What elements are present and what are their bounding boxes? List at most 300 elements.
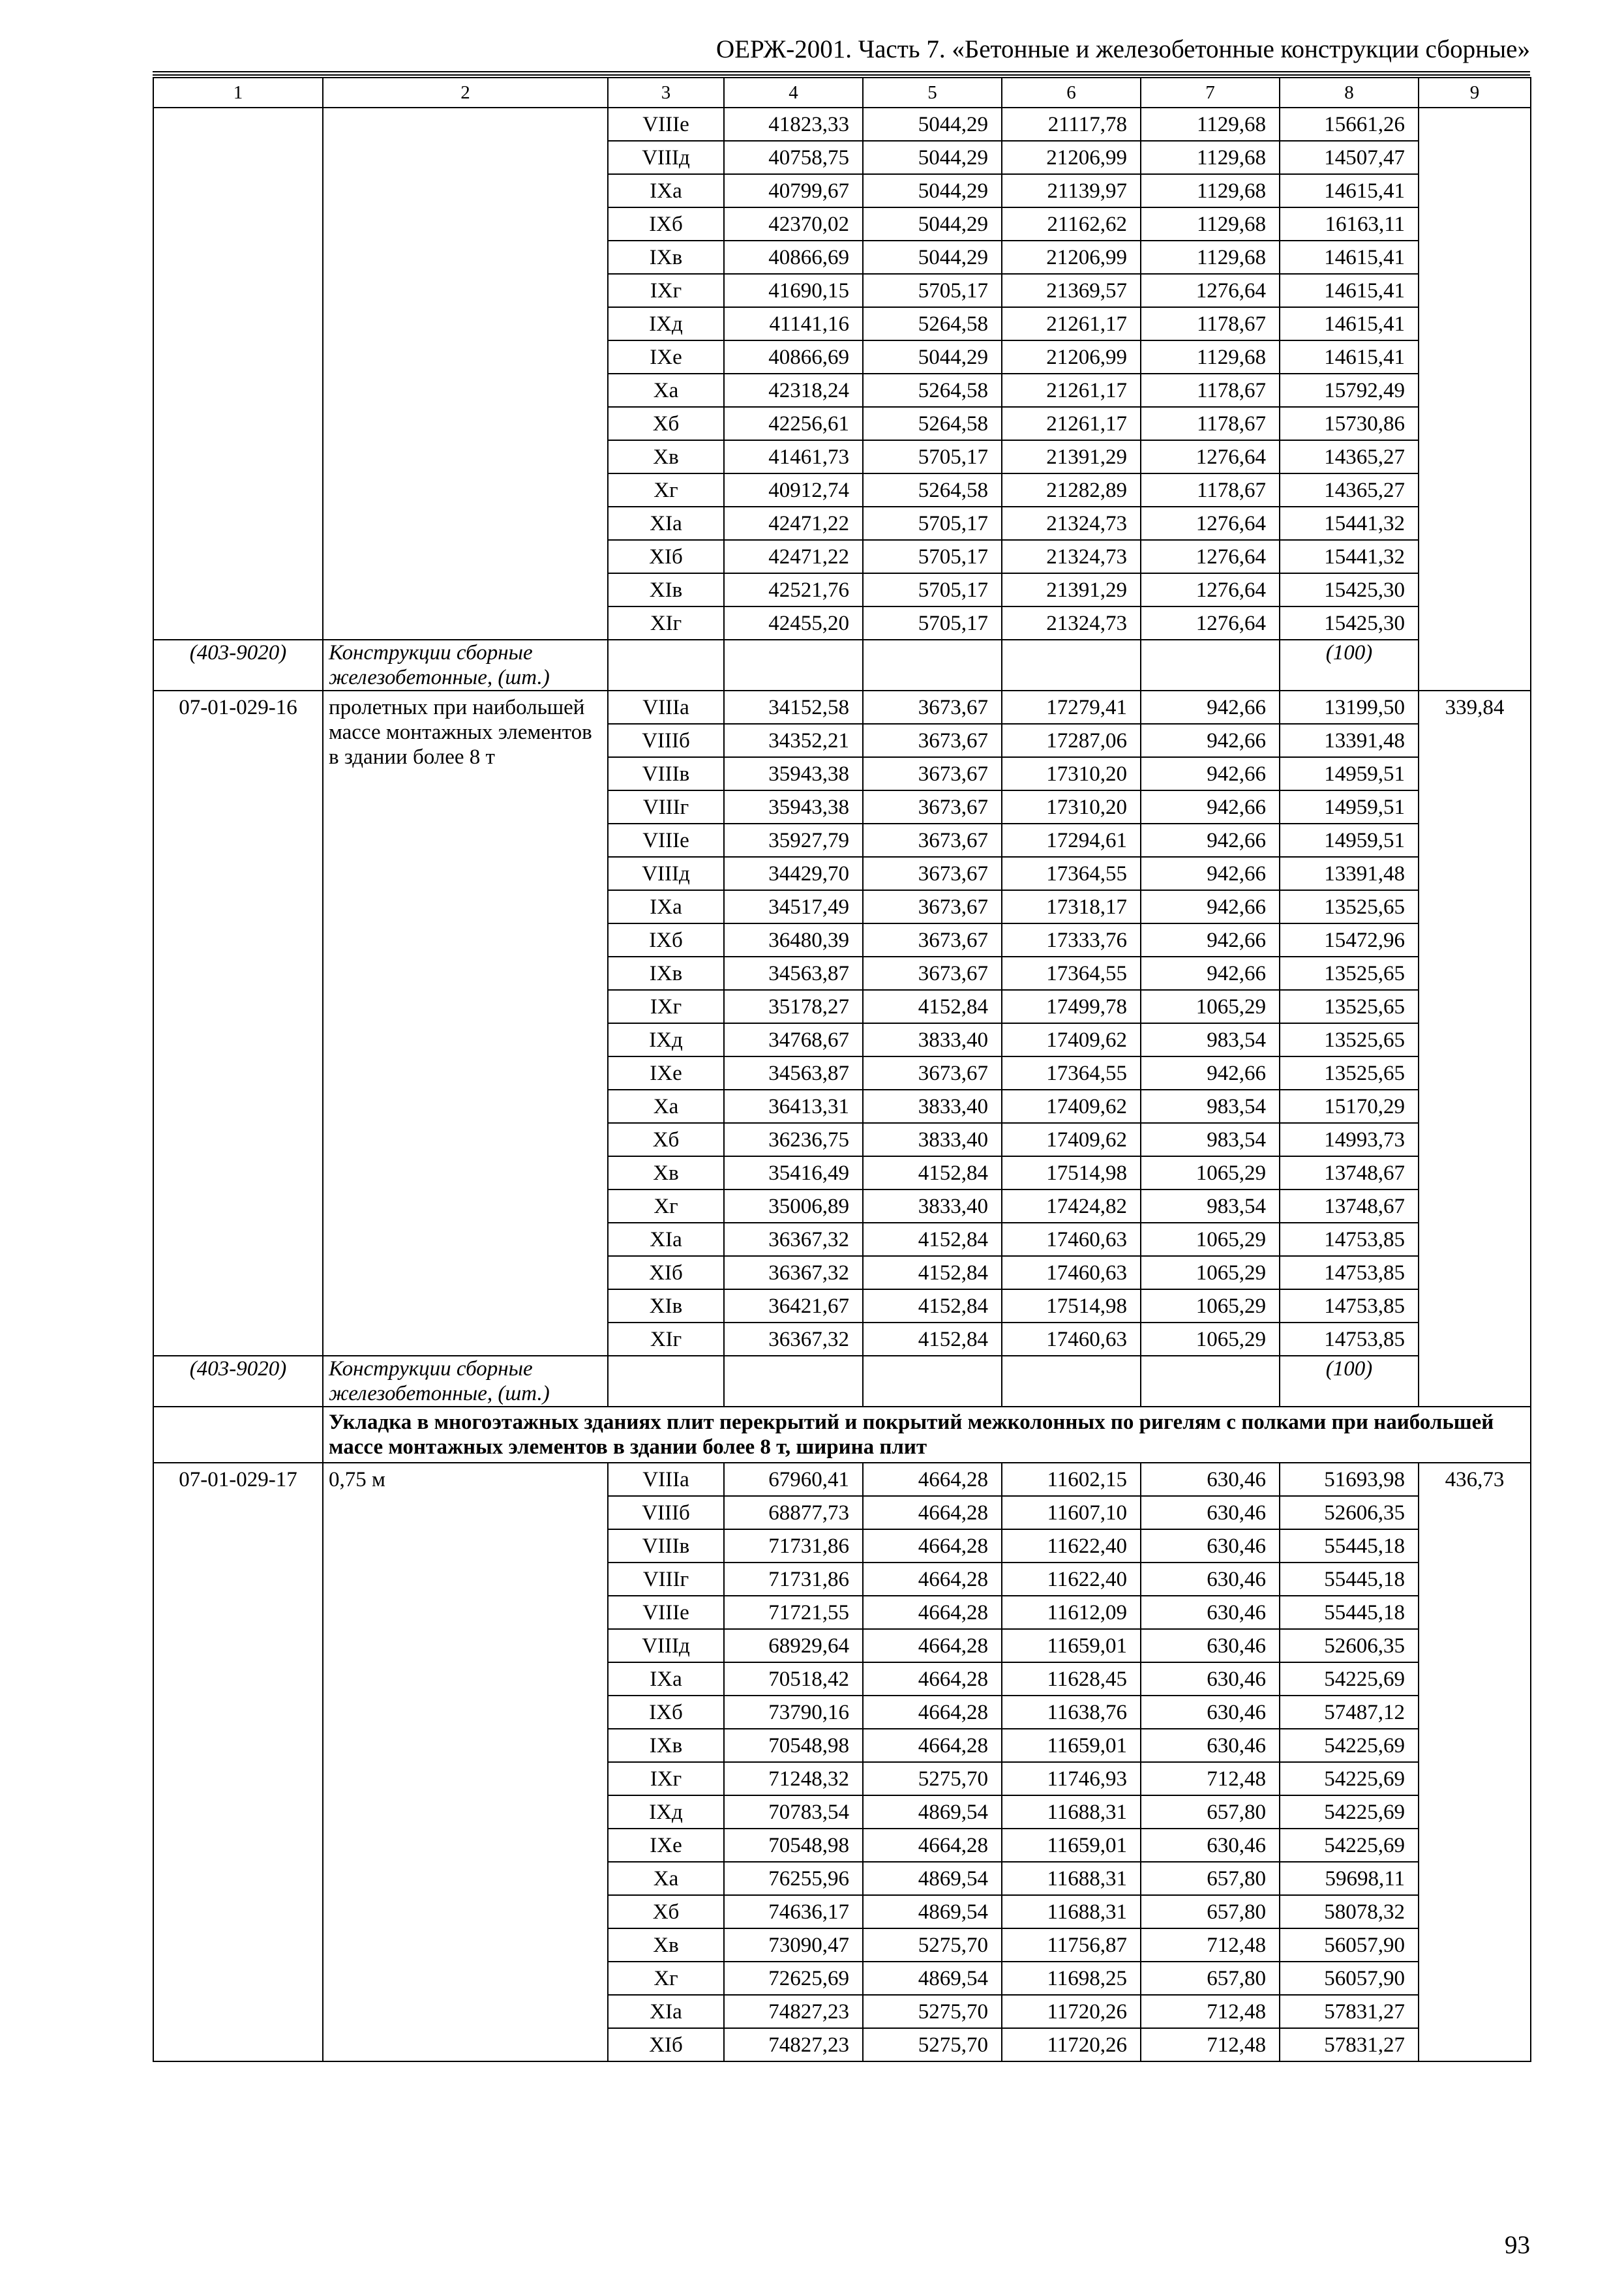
col7-value: 983,54 bbox=[1141, 1123, 1280, 1156]
col8-value: 52606,35 bbox=[1280, 1496, 1419, 1529]
col8-value: 15441,32 bbox=[1280, 540, 1419, 573]
col7-value: 942,66 bbox=[1141, 691, 1280, 724]
col8-value: 13199,50 bbox=[1280, 691, 1419, 724]
col6-value: 17279,41 bbox=[1002, 691, 1141, 724]
zone-label: IXб bbox=[608, 1696, 724, 1729]
zone-label: Xг bbox=[608, 1962, 724, 1995]
col6-value: 17460,63 bbox=[1002, 1256, 1141, 1289]
col8-value: 14365,27 bbox=[1280, 473, 1419, 507]
col7-value: 942,66 bbox=[1141, 1056, 1280, 1090]
col7-value: 983,54 bbox=[1141, 1023, 1280, 1056]
col8-value: 59698,11 bbox=[1280, 1862, 1419, 1895]
col4-value: 41141,16 bbox=[724, 307, 863, 340]
col5-value: 3673,67 bbox=[863, 724, 1002, 757]
rates-table bbox=[153, 77, 1531, 2062]
col4-value: 42370,02 bbox=[724, 207, 863, 241]
col8-value: 14753,85 bbox=[1280, 1289, 1419, 1323]
col4-value: 36367,32 bbox=[724, 1223, 863, 1256]
col5-value: 4152,84 bbox=[863, 1223, 1002, 1256]
zone-label: VIIIб bbox=[608, 1496, 724, 1529]
col6-value: 21324,73 bbox=[1002, 540, 1141, 573]
col5-value: 4869,54 bbox=[863, 1795, 1002, 1829]
col7-value: 983,54 bbox=[1141, 1090, 1280, 1123]
col4-value: 71731,86 bbox=[724, 1563, 863, 1596]
empty-cell bbox=[1141, 1356, 1280, 1407]
col7-value: 1276,64 bbox=[1141, 540, 1280, 573]
col4-value: 70518,42 bbox=[724, 1662, 863, 1696]
col6-value: 11720,26 bbox=[1002, 1995, 1141, 2028]
col8-value: 13525,65 bbox=[1280, 957, 1419, 990]
col7-value: 1129,68 bbox=[1141, 141, 1280, 174]
material-code: (403-9020) bbox=[153, 1356, 323, 1407]
empty-cell bbox=[724, 640, 863, 691]
col5-value: 3673,67 bbox=[863, 857, 1002, 890]
col4-value: 35943,38 bbox=[724, 757, 863, 790]
col6-value: 17318,17 bbox=[1002, 890, 1141, 923]
rate-code: 07-01-029-16 bbox=[153, 691, 323, 1356]
col6-value: 17310,20 bbox=[1002, 757, 1141, 790]
col5-value: 3673,67 bbox=[863, 824, 1002, 857]
zone-label: IXв bbox=[608, 957, 724, 990]
col4-value: 71721,55 bbox=[724, 1596, 863, 1629]
col5-value: 5275,70 bbox=[863, 1995, 1002, 2028]
zone-label: VIIIд bbox=[608, 857, 724, 890]
col6-value: 17364,55 bbox=[1002, 1056, 1141, 1090]
col8-value: 15661,26 bbox=[1280, 108, 1419, 141]
col5-value: 3833,40 bbox=[863, 1090, 1002, 1123]
col8-value: 57831,27 bbox=[1280, 1995, 1419, 2028]
col7-value: 712,48 bbox=[1141, 1762, 1280, 1795]
col5-value: 3833,40 bbox=[863, 1189, 1002, 1223]
col4-value: 70783,54 bbox=[724, 1795, 863, 1829]
col6-value: 11622,40 bbox=[1002, 1529, 1141, 1563]
zone-label: VIIIв bbox=[608, 757, 724, 790]
col8-value: 14615,41 bbox=[1280, 307, 1419, 340]
zone-label: IXд bbox=[608, 307, 724, 340]
col5-value: 4664,28 bbox=[863, 1596, 1002, 1629]
column-number-cell: 7 bbox=[1141, 78, 1280, 108]
col7-value: 942,66 bbox=[1141, 824, 1280, 857]
material-quantity: (100) bbox=[1280, 1356, 1419, 1407]
col4-value: 36413,31 bbox=[724, 1090, 863, 1123]
col8-value: 55445,18 bbox=[1280, 1596, 1419, 1629]
section-heading-row bbox=[153, 1407, 1531, 1463]
col6-value: 21261,17 bbox=[1002, 407, 1141, 440]
col5-value: 4869,54 bbox=[863, 1962, 1002, 1995]
col7-value: 1065,29 bbox=[1141, 1256, 1280, 1289]
col8-value: 14615,41 bbox=[1280, 241, 1419, 274]
zone-label: Xв bbox=[608, 1156, 724, 1189]
col5-value: 5044,29 bbox=[863, 241, 1002, 274]
col6-value: 21206,99 bbox=[1002, 340, 1141, 374]
col8-value: 13391,48 bbox=[1280, 857, 1419, 890]
col4-value: 76255,96 bbox=[724, 1862, 863, 1895]
col8-value: 14753,85 bbox=[1280, 1323, 1419, 1356]
col5-value: 5705,17 bbox=[863, 274, 1002, 307]
col8-value: 54225,69 bbox=[1280, 1662, 1419, 1696]
zone-label: IXе bbox=[608, 1829, 724, 1862]
col6-value: 21261,17 bbox=[1002, 374, 1141, 407]
col7-value: 1129,68 bbox=[1141, 207, 1280, 241]
col8-value: 13525,65 bbox=[1280, 990, 1419, 1023]
col8-value: 52606,35 bbox=[1280, 1629, 1419, 1662]
column-number-cell: 3 bbox=[608, 78, 724, 108]
zone-label: IXв bbox=[608, 1729, 724, 1762]
zone-label: VIIIе bbox=[608, 108, 724, 141]
col6-value: 11688,31 bbox=[1002, 1895, 1141, 1928]
col5-value: 3673,67 bbox=[863, 790, 1002, 824]
zone-label: Xб bbox=[608, 1123, 724, 1156]
zone-label: XIб bbox=[608, 1256, 724, 1289]
col4-value: 35927,79 bbox=[724, 824, 863, 857]
col6-value: 17409,62 bbox=[1002, 1090, 1141, 1123]
zone-label: IXд bbox=[608, 1023, 724, 1056]
col7-value: 630,46 bbox=[1141, 1529, 1280, 1563]
col6-value: 17310,20 bbox=[1002, 790, 1141, 824]
col5-value: 5044,29 bbox=[863, 340, 1002, 374]
col8-value: 57487,12 bbox=[1280, 1696, 1419, 1729]
zone-label: IXб bbox=[608, 207, 724, 241]
col5-value: 4664,28 bbox=[863, 1629, 1002, 1662]
col8-value: 14615,41 bbox=[1280, 174, 1419, 207]
col7-value: 1129,68 bbox=[1141, 108, 1280, 141]
col5-value: 4664,28 bbox=[863, 1829, 1002, 1862]
col8-value: 55445,18 bbox=[1280, 1529, 1419, 1563]
col4-value: 35416,49 bbox=[724, 1156, 863, 1189]
col7-value: 1178,67 bbox=[1141, 374, 1280, 407]
col8-value: 15792,49 bbox=[1280, 374, 1419, 407]
col5-value: 5705,17 bbox=[863, 573, 1002, 606]
col5-value: 3673,67 bbox=[863, 1056, 1002, 1090]
col6-value: 11622,40 bbox=[1002, 1563, 1141, 1596]
material-row bbox=[153, 640, 1531, 691]
col7-value: 983,54 bbox=[1141, 1189, 1280, 1223]
empty-cell bbox=[1002, 640, 1141, 691]
col6-value: 21324,73 bbox=[1002, 606, 1141, 640]
col8-value: 14959,51 bbox=[1280, 824, 1419, 857]
col6-value: 11720,26 bbox=[1002, 2028, 1141, 2061]
col7-value: 1065,29 bbox=[1141, 1289, 1280, 1323]
col8-value: 14753,85 bbox=[1280, 1256, 1419, 1289]
col4-value: 42471,22 bbox=[724, 540, 863, 573]
col7-value: 630,46 bbox=[1141, 1829, 1280, 1862]
col6-value: 17409,62 bbox=[1002, 1123, 1141, 1156]
col5-value: 5705,17 bbox=[863, 507, 1002, 540]
col5-value: 5275,70 bbox=[863, 1762, 1002, 1795]
col6-value: 17409,62 bbox=[1002, 1023, 1141, 1056]
col4-value: 40758,75 bbox=[724, 141, 863, 174]
col4-value: 34352,21 bbox=[724, 724, 863, 757]
col7-value: 942,66 bbox=[1141, 857, 1280, 890]
rate-description bbox=[323, 108, 608, 640]
col4-value: 40799,67 bbox=[724, 174, 863, 207]
col4-value: 41461,73 bbox=[724, 440, 863, 473]
col8-value: 15441,32 bbox=[1280, 507, 1419, 540]
zone-label: IXa bbox=[608, 1662, 724, 1696]
col5-value: 5044,29 bbox=[863, 207, 1002, 241]
col5-value: 3673,67 bbox=[863, 691, 1002, 724]
zone-label: Xa bbox=[608, 1090, 724, 1123]
empty-cell bbox=[863, 1356, 1002, 1407]
zone-label: IXе bbox=[608, 1056, 724, 1090]
col6-value: 21139,97 bbox=[1002, 174, 1141, 207]
col7-value: 657,80 bbox=[1141, 1895, 1280, 1928]
zone-label: IXa bbox=[608, 890, 724, 923]
col8-value: 54225,69 bbox=[1280, 1762, 1419, 1795]
zone-label: XIб bbox=[608, 540, 724, 573]
col6-value: 21324,73 bbox=[1002, 507, 1141, 540]
col7-value: 1065,29 bbox=[1141, 1223, 1280, 1256]
zone-label: Xa bbox=[608, 374, 724, 407]
col8-value: 54225,69 bbox=[1280, 1729, 1419, 1762]
col7-value: 1065,29 bbox=[1141, 990, 1280, 1023]
rate-code bbox=[153, 108, 323, 640]
zone-label: Xa bbox=[608, 1862, 724, 1895]
col5-value: 5275,70 bbox=[863, 2028, 1002, 2061]
col8-value: 57831,27 bbox=[1280, 2028, 1419, 2061]
col4-value: 72625,69 bbox=[724, 1962, 863, 1995]
col8-value: 13748,67 bbox=[1280, 1189, 1419, 1223]
col7-value: 657,80 bbox=[1141, 1795, 1280, 1829]
col4-value: 34768,67 bbox=[724, 1023, 863, 1056]
col5-value: 4869,54 bbox=[863, 1895, 1002, 1928]
col7-value: 630,46 bbox=[1141, 1629, 1280, 1662]
zone-label: Xг bbox=[608, 1189, 724, 1223]
col6-value: 21369,57 bbox=[1002, 274, 1141, 307]
col6-value: 11659,01 bbox=[1002, 1629, 1141, 1662]
col7-value: 942,66 bbox=[1141, 957, 1280, 990]
zone-label: VIIIг bbox=[608, 790, 724, 824]
col8-value: 14959,51 bbox=[1280, 790, 1419, 824]
col6-value: 17294,61 bbox=[1002, 824, 1141, 857]
column-number-row bbox=[153, 78, 1531, 108]
col7-value: 630,46 bbox=[1141, 1496, 1280, 1529]
col7-value: 657,80 bbox=[1141, 1862, 1280, 1895]
col8-value: 14615,41 bbox=[1280, 340, 1419, 374]
col6-value: 21282,89 bbox=[1002, 473, 1141, 507]
zone-label: IXг bbox=[608, 1762, 724, 1795]
col8-value: 16163,11 bbox=[1280, 207, 1419, 241]
zone-label: IXд bbox=[608, 1795, 724, 1829]
col5-value: 5264,58 bbox=[863, 473, 1002, 507]
col4-value: 70548,98 bbox=[724, 1729, 863, 1762]
col6-value: 17514,98 bbox=[1002, 1156, 1141, 1189]
page-header-title: ОЕРЖ-2001. Часть 7. «Бетонные и железобетонные конструкции сборные» bbox=[716, 35, 1530, 63]
col7-value: 1276,64 bbox=[1141, 507, 1280, 540]
column-number-cell: 1 bbox=[153, 78, 323, 108]
col6-value: 17364,55 bbox=[1002, 857, 1141, 890]
col5-value: 3833,40 bbox=[863, 1023, 1002, 1056]
col4-value: 40866,69 bbox=[724, 241, 863, 274]
col5-value: 4152,84 bbox=[863, 1156, 1002, 1189]
col6-value: 21206,99 bbox=[1002, 141, 1141, 174]
col6-value: 11698,25 bbox=[1002, 1962, 1141, 1995]
zone-label: Xг bbox=[608, 473, 724, 507]
zone-label: VIIIa bbox=[608, 1463, 724, 1496]
col4-value: 34429,70 bbox=[724, 857, 863, 890]
col7-value: 1276,64 bbox=[1141, 274, 1280, 307]
col8-value: 15472,96 bbox=[1280, 923, 1419, 957]
col6-value: 17460,63 bbox=[1002, 1223, 1141, 1256]
col6-value: 11746,93 bbox=[1002, 1762, 1141, 1795]
col4-value: 34563,87 bbox=[724, 1056, 863, 1090]
col7-value: 1178,67 bbox=[1141, 407, 1280, 440]
col8-value: 51693,98 bbox=[1280, 1463, 1419, 1496]
zone-label: VIIIд bbox=[608, 1629, 724, 1662]
zone-label: VIIIa bbox=[608, 691, 724, 724]
col6-value: 21162,62 bbox=[1002, 207, 1141, 241]
col4-value: 36480,39 bbox=[724, 923, 863, 957]
col6-value: 11602,15 bbox=[1002, 1463, 1141, 1496]
col4-value: 42471,22 bbox=[724, 507, 863, 540]
col5-value: 4664,28 bbox=[863, 1662, 1002, 1696]
col8-value: 13525,65 bbox=[1280, 1023, 1419, 1056]
col7-value: 712,48 bbox=[1141, 1928, 1280, 1962]
col6-value: 11612,09 bbox=[1002, 1596, 1141, 1629]
col7-value: 1129,68 bbox=[1141, 241, 1280, 274]
empty-cell bbox=[863, 640, 1002, 691]
table-row bbox=[153, 691, 1531, 724]
col7-value: 712,48 bbox=[1141, 1995, 1280, 2028]
zone-label: IXб bbox=[608, 923, 724, 957]
header-double-rule bbox=[153, 71, 1530, 76]
material-name: Конструкции сборные железобетонные, (шт.) bbox=[323, 1356, 608, 1407]
rate-code: 07-01-029-17 bbox=[153, 1463, 323, 2061]
col5-value: 4152,84 bbox=[863, 990, 1002, 1023]
zone-label: XIa bbox=[608, 1995, 724, 2028]
col4-value: 74636,17 bbox=[724, 1895, 863, 1928]
col4-value: 68929,64 bbox=[724, 1629, 863, 1662]
col8-value: 14959,51 bbox=[1280, 757, 1419, 790]
zone-label: XIa bbox=[608, 507, 724, 540]
col6-value: 21391,29 bbox=[1002, 573, 1141, 606]
col5-value: 4869,54 bbox=[863, 1862, 1002, 1895]
col7-value: 1178,67 bbox=[1141, 307, 1280, 340]
col4-value: 35943,38 bbox=[724, 790, 863, 824]
col7-value: 942,66 bbox=[1141, 790, 1280, 824]
col8-value: 14615,41 bbox=[1280, 274, 1419, 307]
col4-value: 42455,20 bbox=[724, 606, 863, 640]
col4-value: 36421,67 bbox=[724, 1289, 863, 1323]
col7-value: 942,66 bbox=[1141, 757, 1280, 790]
col7-value: 942,66 bbox=[1141, 890, 1280, 923]
col5-value: 4664,28 bbox=[863, 1696, 1002, 1729]
page-number: 93 bbox=[1505, 2231, 1530, 2259]
col5-value: 5275,70 bbox=[863, 1928, 1002, 1962]
col4-value: 74827,23 bbox=[724, 2028, 863, 2061]
col8-value: 15730,86 bbox=[1280, 407, 1419, 440]
zone-label: VIIIд bbox=[608, 141, 724, 174]
col5-value: 4152,84 bbox=[863, 1256, 1002, 1289]
zone-label: XIa bbox=[608, 1223, 724, 1256]
col4-value: 34563,87 bbox=[724, 957, 863, 990]
col5-value: 4664,28 bbox=[863, 1463, 1002, 1496]
col7-value: 1276,64 bbox=[1141, 606, 1280, 640]
column-number-cell: 5 bbox=[863, 78, 1002, 108]
material-row bbox=[153, 1356, 1531, 1407]
col6-value: 11638,76 bbox=[1002, 1696, 1141, 1729]
col9-value: 339,84 bbox=[1419, 691, 1531, 1407]
material-name: Конструкции сборные железобетонные, (шт.) bbox=[323, 640, 608, 691]
zone-label: IXг bbox=[608, 274, 724, 307]
empty-cell bbox=[608, 640, 724, 691]
col6-value: 17499,78 bbox=[1002, 990, 1141, 1023]
col5-value: 3673,67 bbox=[863, 957, 1002, 990]
col8-value: 13525,65 bbox=[1280, 890, 1419, 923]
col6-value: 11659,01 bbox=[1002, 1829, 1141, 1862]
col8-value: 14365,27 bbox=[1280, 440, 1419, 473]
column-number-cell: 2 bbox=[323, 78, 608, 108]
col4-value: 71731,86 bbox=[724, 1529, 863, 1563]
col7-value: 942,66 bbox=[1141, 724, 1280, 757]
col6-value: 21391,29 bbox=[1002, 440, 1141, 473]
col5-value: 3833,40 bbox=[863, 1123, 1002, 1156]
col5-value: 5044,29 bbox=[863, 141, 1002, 174]
col5-value: 5264,58 bbox=[863, 307, 1002, 340]
col4-value: 35178,27 bbox=[724, 990, 863, 1023]
col7-value: 1065,29 bbox=[1141, 1156, 1280, 1189]
col7-value: 630,46 bbox=[1141, 1696, 1280, 1729]
col8-value: 14753,85 bbox=[1280, 1223, 1419, 1256]
col8-value: 58078,32 bbox=[1280, 1895, 1419, 1928]
col5-value: 4664,28 bbox=[863, 1496, 1002, 1529]
table-row bbox=[153, 108, 1531, 141]
col8-value: 13391,48 bbox=[1280, 724, 1419, 757]
zone-label: XIв bbox=[608, 573, 724, 606]
col5-value: 4664,28 bbox=[863, 1563, 1002, 1596]
col4-value: 71248,32 bbox=[724, 1762, 863, 1795]
col6-value: 17364,55 bbox=[1002, 957, 1141, 990]
col8-value: 13748,67 bbox=[1280, 1156, 1419, 1189]
col4-value: 73790,16 bbox=[724, 1696, 863, 1729]
zone-label: Xв bbox=[608, 1928, 724, 1962]
col6-value: 17287,06 bbox=[1002, 724, 1141, 757]
zone-label: VIIIб bbox=[608, 724, 724, 757]
empty-cell bbox=[724, 1356, 863, 1407]
col8-value: 15170,29 bbox=[1280, 1090, 1419, 1123]
zone-label: VIIIе bbox=[608, 824, 724, 857]
col7-value: 657,80 bbox=[1141, 1962, 1280, 1995]
column-number-cell: 4 bbox=[724, 78, 863, 108]
zone-label: IXе bbox=[608, 340, 724, 374]
col7-value: 630,46 bbox=[1141, 1662, 1280, 1696]
col4-value: 73090,47 bbox=[724, 1928, 863, 1962]
col7-value: 1065,29 bbox=[1141, 1323, 1280, 1356]
col5-value: 5705,17 bbox=[863, 606, 1002, 640]
col8-value: 54225,69 bbox=[1280, 1829, 1419, 1862]
table-row bbox=[153, 1463, 1531, 1496]
col6-value: 11756,87 bbox=[1002, 1928, 1141, 1962]
col6-value: 21261,17 bbox=[1002, 307, 1141, 340]
col7-value: 630,46 bbox=[1141, 1596, 1280, 1629]
col4-value: 34517,49 bbox=[724, 890, 863, 923]
col7-value: 630,46 bbox=[1141, 1463, 1280, 1496]
col7-value: 1129,68 bbox=[1141, 174, 1280, 207]
col7-value: 630,46 bbox=[1141, 1563, 1280, 1596]
col6-value: 17424,82 bbox=[1002, 1189, 1141, 1223]
col5-value: 4152,84 bbox=[863, 1289, 1002, 1323]
col8-value: 54225,69 bbox=[1280, 1795, 1419, 1829]
col4-value: 40866,69 bbox=[724, 340, 863, 374]
zone-label: VIIIг bbox=[608, 1563, 724, 1596]
col4-value: 36367,32 bbox=[724, 1323, 863, 1356]
col7-value: 1129,68 bbox=[1141, 340, 1280, 374]
column-number-cell: 6 bbox=[1002, 78, 1141, 108]
col5-value: 5264,58 bbox=[863, 407, 1002, 440]
col5-value: 4664,28 bbox=[863, 1729, 1002, 1762]
empty-cell bbox=[1141, 640, 1280, 691]
zone-label: VIIIе bbox=[608, 1596, 724, 1629]
